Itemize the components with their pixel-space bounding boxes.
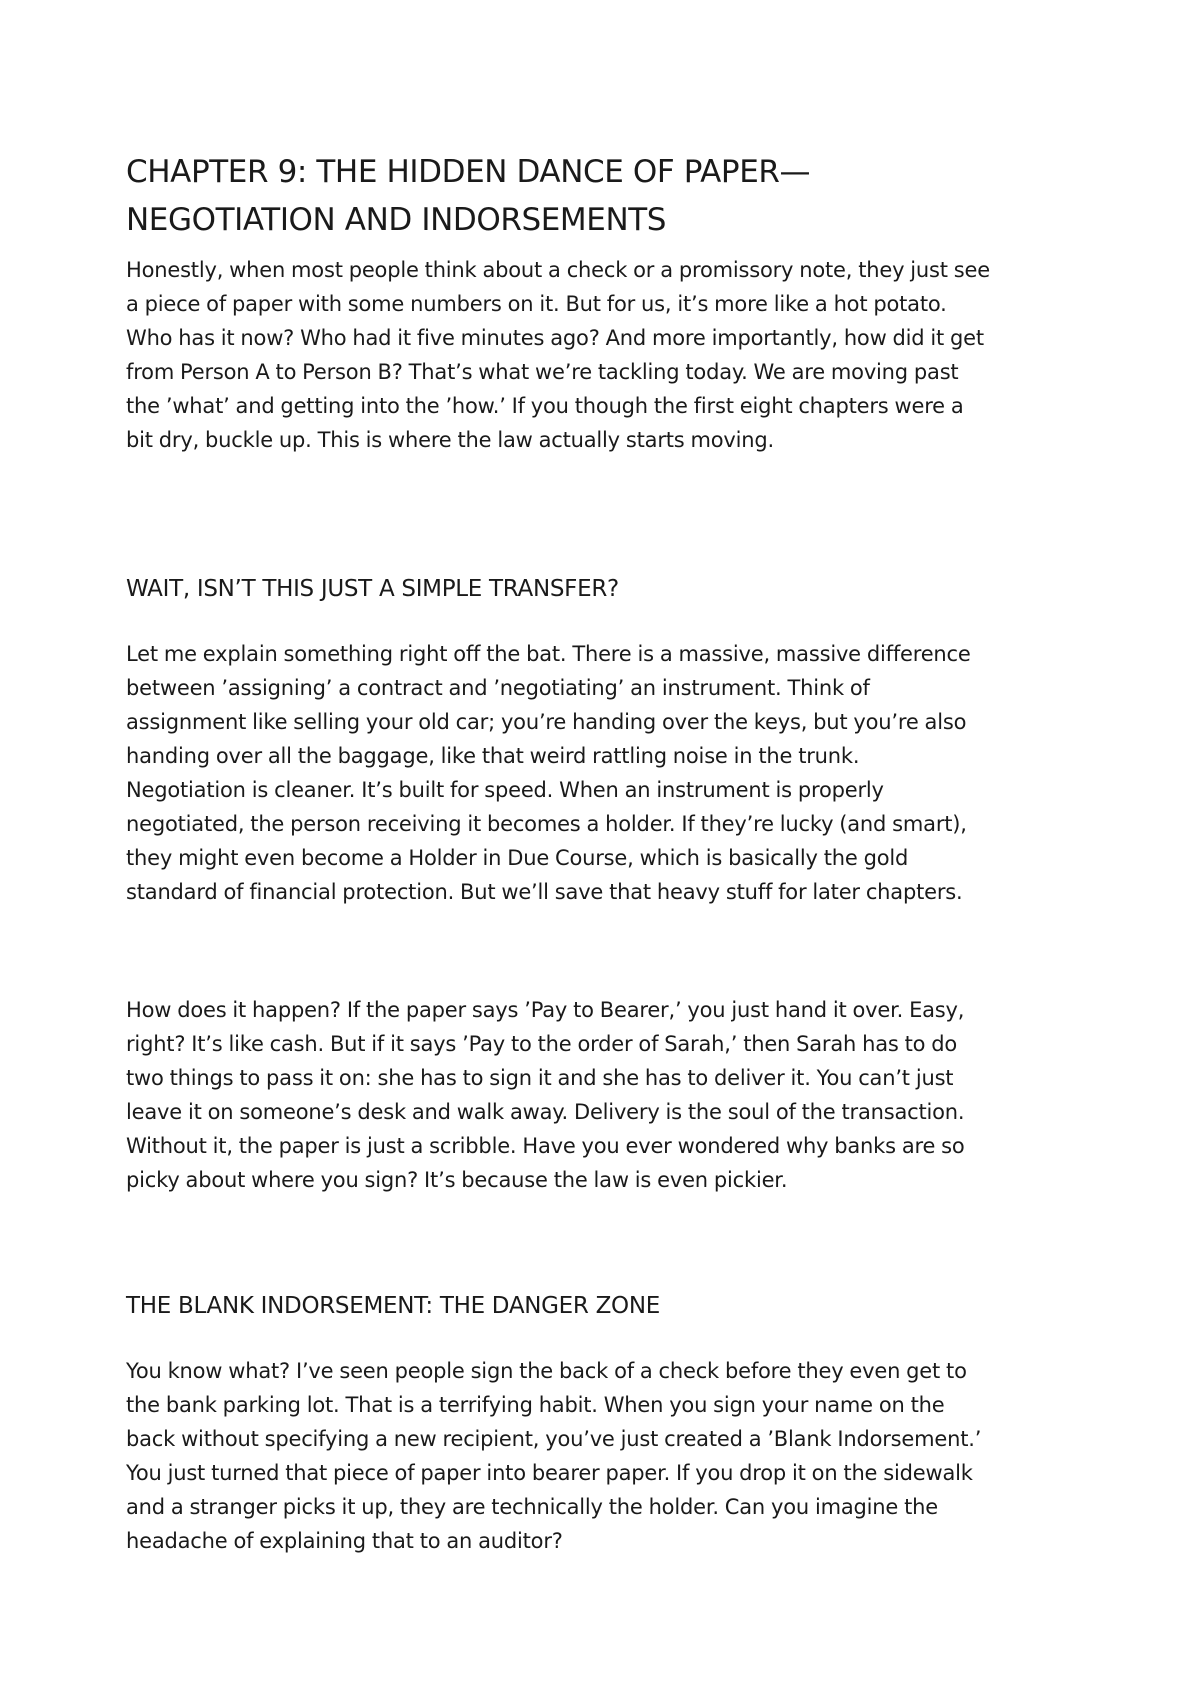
text-line: Let me explain something right off the bat. There is a massive, massive difference (126, 642, 971, 666)
text-line: assignment like selling your old car; you’re handing over the keys, but you’re also (126, 710, 967, 734)
section2-paragraph-1 (126, 1354, 1086, 1558)
text-line: bit dry, buckle up. This is where the law actually starts moving. (126, 428, 774, 452)
text-line: You know what? I’ve seen people sign the back of a check before they even get to (126, 1359, 967, 1383)
text-line: two things to pass it on: she has to sign it and she has to deliver it. You can’t just (126, 1066, 954, 1090)
text-line: the bank parking lot. That is a terrifying habit. When you sign your name on the (126, 1393, 945, 1417)
chapter-title-line: CHAPTER 9: THE HIDDEN DANCE OF PAPER— (126, 154, 811, 190)
text-line: Without it, the paper is just a scribble. Have you ever wondered why banks are so (126, 1134, 965, 1158)
chapter-title (126, 148, 1026, 244)
text-line: from Person A to Person B? That’s what we’re tackling today. We are moving past (126, 360, 959, 384)
text-line: and a stranger picks it up, they are technically the holder. Can you imagine the (126, 1495, 938, 1519)
section-heading: WAIT, ISN’T THIS JUST A SIMPLE TRANSFER? (126, 576, 619, 602)
section1-paragraph-1 (126, 637, 1086, 909)
text-line: Honestly, when most people think about a check or a promissory note, they just see (126, 258, 990, 282)
text-line: standard of financial protection. But we’ll save that heavy stuff for later chapters. (126, 880, 963, 904)
text-line: back without specifying a new recipient, you’ve just created a ’Blank Indorsement.’ (126, 1427, 982, 1451)
text-line: picky about where you sign? It’s because the law is even pickier. (126, 1168, 788, 1192)
text-line: right? It’s like cash. But if it says ’Pay to the order of Sarah,’ then Sarah has to do (126, 1032, 958, 1056)
text-line: between ’assigning’ a contract and ’negotiating’ an instrument. Think of (126, 676, 870, 700)
intro-paragraph (126, 253, 1086, 457)
text-line: leave it on someone’s desk and walk away. Delivery is the soul of the transaction. (126, 1100, 965, 1124)
section1-paragraph-2 (126, 993, 1086, 1197)
text-line: You just turned that piece of paper into bearer paper. If you drop it on the sidewalk (126, 1461, 973, 1485)
chapter-title-line: NEGOTIATION AND INDORSEMENTS (126, 202, 667, 238)
text-line: Who has it now? Who had it five minutes ago? And more importantly, how did it get (126, 326, 984, 350)
text-line: handing over all the baggage, like that weird rattling noise in the trunk. (126, 744, 860, 768)
text-line: the ’what’ and getting into the ’how.’ If you though the first eight chapters were a (126, 394, 964, 418)
text-line: Negotiation is cleaner. It’s built for speed. When an instrument is properly (126, 778, 884, 802)
text-line: a piece of paper with some numbers on it. But for us, it’s more like a hot potato. (126, 292, 947, 316)
section-heading: THE BLANK INDORSEMENT: THE DANGER ZONE (126, 1293, 660, 1319)
text-line: they might even become a Holder in Due Course, which is basically the gold (126, 846, 909, 870)
text-line: How does it happen? If the paper says ’Pay to Bearer,’ you just hand it over. Easy, (126, 998, 965, 1022)
text-line: headache of explaining that to an auditor? (126, 1529, 563, 1553)
text-line: negotiated, the person receiving it becomes a holder. If they’re lucky (and smart), (126, 812, 967, 836)
